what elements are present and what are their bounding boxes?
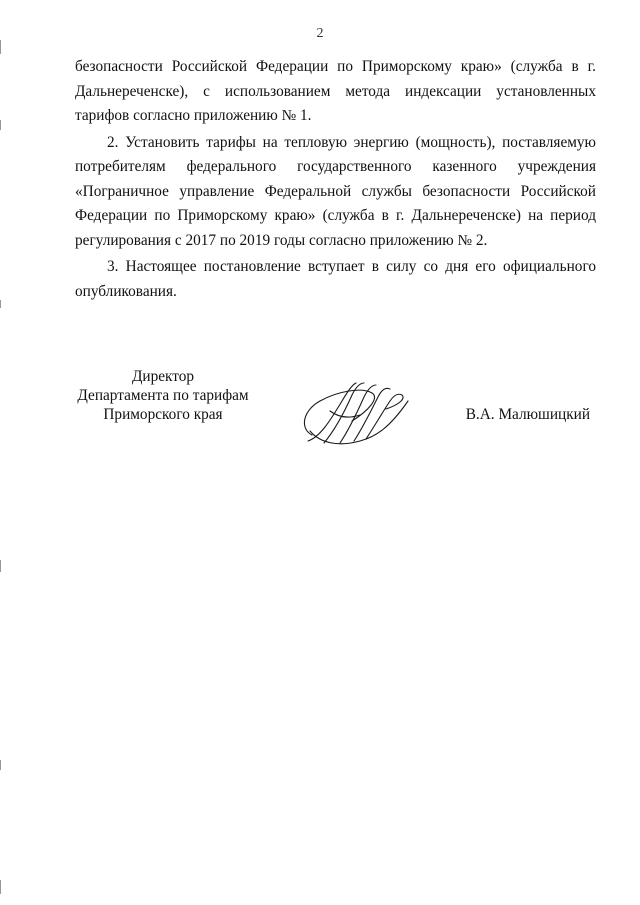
signatory-position (58, 367, 268, 424)
signatory-position-line-1: Директор (131, 368, 195, 385)
signatory-name: В.А. Малюшицкий (465, 406, 590, 423)
paragraph-item-2: 2. Установить тарифы на тепловую энергию (мощность), поставляемую потребителям федерального государственного казенного учреждения «Пограничное управление Федеральной службы безопасности Российской Федерации по Приморскому краю» (служба в г. Дальнереченске) на период регулирования с 2017 по 2019 годы согласно приложению № 2. (75, 133, 596, 249)
signatory-position-line-3: Приморского края (103, 406, 223, 423)
handwritten-signature (290, 371, 420, 451)
signatory-position-line-2: Департамента по тарифам (77, 387, 249, 404)
paragraph-item-3: 3. Настоящее постановление вступает в силу со дня его официального опубликования. (75, 258, 596, 300)
paragraph-continuation: безопасности Российской Федерации по Приморскому краю» (служба в г. Дальнереченске), с использованием метода индексации установленных тарифов согласно приложению № 1. (75, 58, 596, 124)
document-body (75, 55, 596, 304)
page-number: 2 (316, 26, 324, 41)
signature-block (0, 367, 640, 457)
